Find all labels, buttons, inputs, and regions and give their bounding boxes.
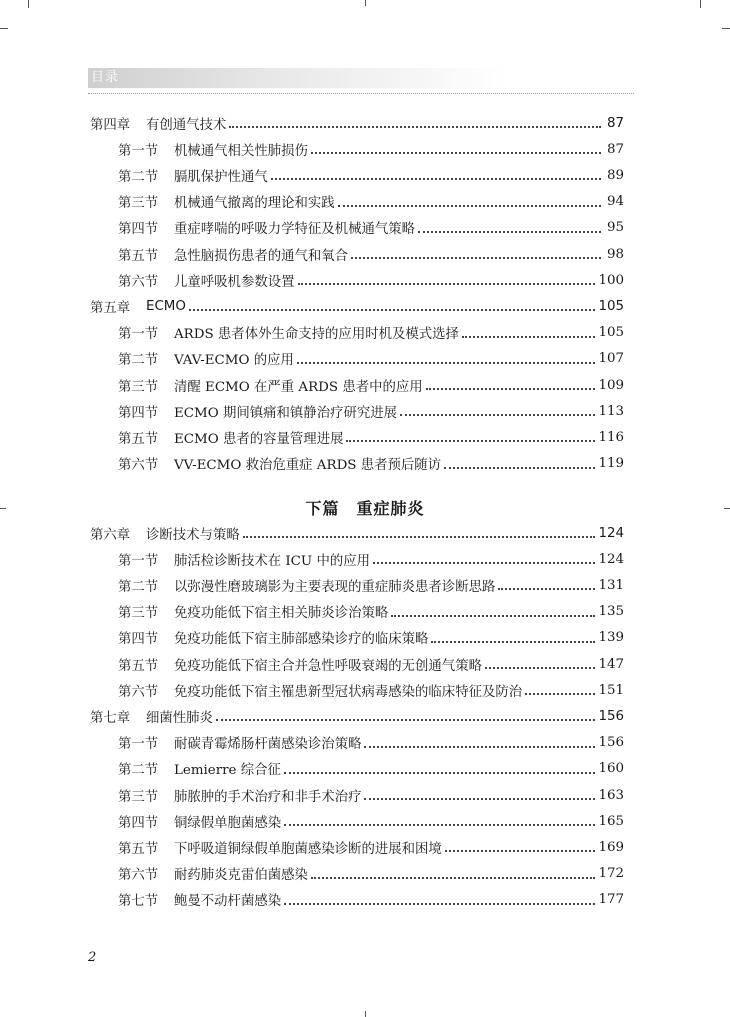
toc-entry-title: 清醒 ECMO 在严重 ARDS 患者中的应用 [174,379,423,395]
toc-entry-page: 87 [606,141,624,157]
toc-section-row[interactable] [90,372,624,398]
header-dotted-rule [88,93,634,94]
toc-entry-number: 第一节 [118,553,159,569]
toc-entry-page: 124 [598,525,624,541]
toc-entry-title: 细菌性肺炎 [146,710,213,726]
toc-section-row[interactable] [90,808,624,834]
toc-entry-number: 第三节 [118,196,159,212]
toc-entry-title: 重症哮喘的呼吸力学特征及机械通气策略 [174,222,416,238]
toc-entry-number: 第六节 [118,684,159,700]
toc-entry-title: 下呼吸道铜绿假单胞菌感染诊断的进展和困境 [174,841,442,857]
crop-mark [365,0,366,6]
toc-entry-number: 第二节 [118,579,159,595]
dot-leader [373,562,595,564]
toc-entry-title: 免疫功能低下宿主肺部感染诊疗的临床策略 [174,632,429,648]
toc-section-row[interactable] [90,267,624,293]
toc-entry-number: 第四节 [118,632,159,648]
toc-section-row[interactable] [90,162,624,188]
toc-entry-title: 急性脑损伤患者的通气和氧合 [174,248,349,264]
toc-entry-page: 177 [598,892,624,908]
toc-entry-page: 135 [598,604,624,620]
toc-entry-page: 163 [598,787,624,803]
toc-section-row[interactable] [90,398,624,424]
toc-entry-page: 131 [598,577,624,593]
dot-leader [364,798,595,800]
toc-section-row[interactable] [90,861,624,887]
toc-entry-title: 儿童呼吸机参数设置 [174,274,295,290]
dot-leader [284,772,596,774]
toc-entry-number: 第七节 [118,894,159,910]
toc-section-row[interactable] [90,677,624,703]
toc-chapter-row[interactable] [90,110,624,136]
toc-entry-page: 100 [598,272,624,288]
dot-leader [284,903,595,905]
toc-entry-page: 119 [598,456,624,472]
dot-leader [297,362,596,364]
toc-entry-title: 诊断技术与策略 [146,527,240,543]
toc-entry-number: 第七章 [90,710,131,726]
toc-entry-number: 第六节 [118,868,159,884]
toc-entry-number: 第四节 [118,815,159,831]
dot-leader [338,205,601,207]
toc-entry-title: 肺活检诊断技术在 ICU 中的应用 [174,553,371,569]
toc-entry-title: Lemierre 综合征 [174,763,281,779]
dot-leader [391,615,595,617]
toc-entry-number: 第四章 [90,117,131,133]
toc-entry-number: 第五节 [118,248,159,264]
toc-section-row[interactable] [90,599,624,625]
dot-leader [444,467,595,469]
toc-entry-page: 94 [606,194,624,210]
dot-leader [351,257,601,259]
toc-entry-page: 160 [598,761,624,777]
toc-entry-page: 105 [598,325,624,341]
toc-entry-title: ARDS 患者体外生命支持的应用时机及模式选择 [174,327,459,343]
toc-entry-number: 第一节 [118,143,159,159]
toc-section-row[interactable] [90,651,624,677]
toc-entry-title: 以弥漫性磨玻璃影为主要表现的重症肺炎患者诊断思路 [174,579,496,595]
toc-entry-number: 第三节 [118,789,159,805]
toc-entry-number: 第六节 [118,274,159,290]
dot-leader [346,440,595,442]
toc-section-row[interactable] [90,136,624,162]
toc-entry-title: ECMO 期间镇痛和镇静治疗研究进展 [174,405,398,421]
toc-entry-title: VV-ECMO 救治危重症 ARDS 患者预后随访 [174,458,442,474]
toc-entry-page: 139 [598,630,624,646]
toc-section-row[interactable] [90,320,624,346]
toc-entry-number: 第三节 [118,379,159,395]
dot-leader [298,283,596,285]
dot-leader [229,126,601,128]
page-number: 2 [88,950,97,965]
toc-entry-page: 98 [606,246,624,262]
toc-entry-page: 116 [598,429,624,445]
toc-section-row[interactable] [90,346,624,372]
dot-leader [364,746,595,748]
toc-chapter-row[interactable] [90,703,624,729]
dot-leader [445,850,596,852]
dot-leader [485,667,595,669]
toc-entry-title: 耐药肺炎克雷伯菌感染 [174,868,308,884]
toc-entry-number: 第二节 [118,353,159,369]
toc-entry-page: 107 [598,351,624,367]
toc-entry-page: 89 [606,167,624,183]
toc-entry-number: 第五节 [118,658,159,674]
toc-entry-page: 95 [606,220,624,236]
toc-entry-title: ECMO 患者的容量管理进展 [174,431,344,447]
dot-leader [525,693,595,695]
toc-section-row[interactable] [90,756,624,782]
toc-section-row[interactable] [90,241,624,267]
toc-entry-title: 免疫功能低下宿主相关肺炎诊治策略 [174,606,389,622]
toc-entry-page: 165 [598,813,624,829]
toc-entry-page: 169 [598,839,624,855]
toc-entry-number: 第一节 [118,327,159,343]
toc-entry-title: 铜绿假单胞菌感染 [174,815,282,831]
toc-entry-page: 105 [598,298,624,314]
toc-entry-title: 耐碳青霉烯肠杆菌感染诊治策略 [174,737,362,753]
toc-entry-title: 膈肌保护性通气 [174,169,268,185]
toc-section-row[interactable] [90,572,624,598]
toc-entry-title: 机械通气相关性肺损伤 [174,143,308,159]
toc-entry-page: 109 [598,377,624,393]
crop-mark [28,0,29,8]
toc-chapter-row[interactable] [90,520,624,546]
toc-entry-page: 113 [598,403,624,419]
toc-section-row[interactable] [90,424,624,450]
running-header-band [88,68,648,88]
toc-section-row[interactable] [90,834,624,860]
part-title: 下篇 重症肺炎 [305,499,425,518]
toc-section-row[interactable] [90,215,624,241]
toc-entry-title: VAV-ECMO 的应用 [174,353,294,369]
toc-entry-title: 免疫功能低下宿主罹患新型冠状病毒感染的临床特征及防治 [174,684,523,700]
toc-entry-title: 鲍曼不动杆菌感染 [174,894,282,910]
crop-mark [365,1011,366,1017]
toc-entry-title: ECMO [146,298,186,314]
toc-section-row[interactable] [90,730,624,756]
dot-leader [311,152,601,154]
toc-entry-number: 第五章 [90,300,131,316]
dot-leader [431,641,595,643]
toc-entry-page: 151 [598,682,624,698]
toc-entry-title: 免疫功能低下宿主合并急性呼吸衰竭的无创通气策略 [174,658,482,674]
crop-mark [0,28,8,29]
dot-leader [216,719,595,721]
toc-section-row[interactable] [90,782,624,808]
toc-entry-number: 第三节 [118,606,159,622]
dot-leader [311,877,596,879]
toc-entry-page: 172 [598,866,624,882]
toc-entry-page: 156 [598,708,624,724]
toc-section-row[interactable] [90,546,624,572]
dot-leader [284,824,595,826]
toc-entry-number: 第一节 [118,737,159,753]
toc-entry-number: 第五节 [118,431,159,447]
crop-mark [722,28,730,29]
toc-chapter-row[interactable] [90,293,624,319]
dot-leader [243,536,596,538]
dot-leader [189,309,596,311]
toc-entry-page: 87 [606,115,624,131]
dot-leader [498,588,595,590]
dot-leader [426,388,596,390]
toc-entry-number: 第六章 [90,527,131,543]
toc-entry-page: 147 [598,656,624,672]
toc-entry-page: 156 [598,735,624,751]
toc-section-row[interactable] [90,625,624,651]
dot-leader [418,231,601,233]
crop-mark [700,0,701,8]
toc-entry-number: 第五节 [118,841,159,857]
toc-entry-number: 第四节 [118,405,159,421]
toc-section-row[interactable] [90,189,624,215]
toc-entry-page: 124 [598,551,624,567]
dot-leader [271,178,601,180]
toc-entry-title: 机械通气撤离的理论和实践 [174,196,335,212]
running-header-label: 目录 [91,70,120,85]
toc-entry-number: 第四节 [118,222,159,238]
toc-section-row[interactable] [90,887,624,913]
toc-entry-number: 第二节 [118,169,159,185]
toc-entry-number: 第二节 [118,763,159,779]
toc-section-row[interactable] [90,451,624,477]
dot-leader [400,414,595,416]
toc-entry-title: 肺脓肿的手术治疗和非手术治疗 [174,789,362,805]
toc-entry-number: 第六节 [118,458,159,474]
toc-entry-title: 有创通气技术 [146,117,227,133]
dot-leader [462,336,595,338]
